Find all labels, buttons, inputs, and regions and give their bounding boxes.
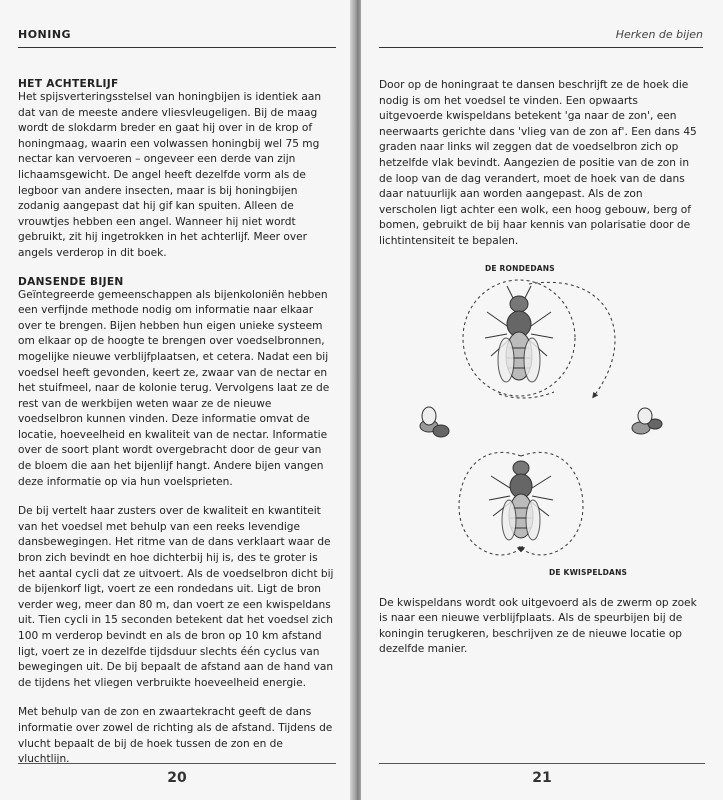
bee-dance-illustration [379,264,703,584]
figure-label-kwispeldans: DE KWISPELDANS [549,567,628,577]
paragraph: Door op de honingraat te dansen beschrijft ze de hoek die nodig is om het voedsel te vinden. Een opwaarts uitgevoerde kwispeldans betekent 'ga naar de zon', een neerwaarts gerichte dans 'vlieg van de zon af'. Een dans 45 graden naar links wil zeggen dat de voedselbron zich op hetzelfde vlak bevindt. Aangezien de positie van de zon in de loop van de dag verandert, moet de hoek van de dans daar natuurlijk aan worden aangepast. Als de zon verscholen ligt achter een wolk, een hoog gebouw, berg of bomen, gebruikt de bij haar kennis van polarisatie door de lichtintensiteit te bepalen. [379,79,697,247]
paragraph: Met behulp van de zon en zwaartekracht geeft de dans informatie over zowel de richting als de afstand. Tijdens de vlucht bepaalt de bij de hoek tussen de zon en de vluchtlijn. [18,706,333,766]
flying-bee-right-icon [632,408,662,434]
section-achterlijf [18,78,336,262]
paragraph: Geïntegreerde gemeenschappen als bijenkoloniën hebben een verfijnde methode nodig om informatie naar elkaar over te brengen. Bijen hebben hun eigen unieke systeem om elkaar op de hoogte te brengen over voedselbronnen, mogelijke nieuwe verblijfplaatsen, et cetera. Nadat een bij voedsel heeft gevonden, keert ze, zwaar van de nectar en het stuifmeel, naar de kolonie terug. Vervolgens laat ze de rest van de werkbijen weten waar ze de nieuwe voedselbron kunnen vinden. Deze informatie omvat de locatie, hoeveelheid en kwaliteit van de nectar. Informatie over de soort plant wordt overgebracht door de geur van de bloem die aan het bijenlijf hangt. Andere bijen vangen deze informatie op via hun voelsprieten. [18,288,330,488]
paragraph: De kwispeldans wordt ook uitgevoerd als de zwerm op zoek is naar een nieuwe verblijfplaats. Als de speurbijen bij de koningin terugkeren, beschrijven ze de nieuwe locatie op dezelfde manier. [379,596,697,656]
section-heading: DANSENDE BIJEN [18,275,124,288]
footer-rule [379,763,705,764]
page-number: 20 [167,770,187,786]
bee-waggle-dance-icon [489,461,553,540]
left-page [0,0,354,800]
running-head: HONING [18,28,336,48]
figure-label-rondedans: DE RONDEDANS [485,263,555,273]
bee-round-dance-icon [485,286,553,382]
paragraph: Het spijsverteringsstelsel van honingbijen is identiek aan dat van de meeste andere vliesvleugeligen. Bij de maag wordt de slokdarm breder en gaat hij over in de krop of honingmaag, waarin een volwassen honingbij wel 75 mg nectar kan vervoeren – ongeveer een derde van zijn lichaamsgewicht. De angel heeft dezelfde vorm als de legboor van andere insecten, maar is bij honingbijen zodanig aangepast dat hij gif kan spuiten. Alleen de vrouwtjes hebben een angel. Wanneer hij niet wordt gebruikt, zit hij ingetrokken in het achterlijf. Meer over angels verderop in dit boek. [18,91,322,259]
running-head: Herken de bijen [379,28,703,48]
right-page [361,0,723,800]
round-dance-path [463,280,615,398]
page-number: 21 [532,770,552,786]
footer-rule [18,763,336,764]
section-heading: HET ACHTERLIJF [18,78,119,90]
dance-diagram [379,276,703,568]
section-dansende-bijen [18,276,336,768]
flying-bee-left-icon [420,407,449,437]
paragraph: De bij vertelt haar zusters over de kwaliteit en kwantiteit van het voedsel met behulp van een reeks levendige dansbewegingen. Het ritme van de dans verklaart waar de bron zich bevindt en hoe dichterbij hij is, des te groter is het aantal cycli dat ze uitvoert. Als de voedselbron dicht bij de bijenkorf ligt, voert ze een rondedans uit. Ligt de bron verder weg, meer dan 80 m, dan voert ze een kwispeldans uit. Tien cycli in 15 seconden betekent dat het voedsel zich 100 m verderop bevindt en als de bron op 10 km afstand ligt, voert ze in dezelfde tijdsduur slechts één cyclus van bewegingen uit. De bij bepaalt de afstand aan de hand van de tijdens het vliegen verbruikte hoeveelheid energie. [18,505,334,689]
